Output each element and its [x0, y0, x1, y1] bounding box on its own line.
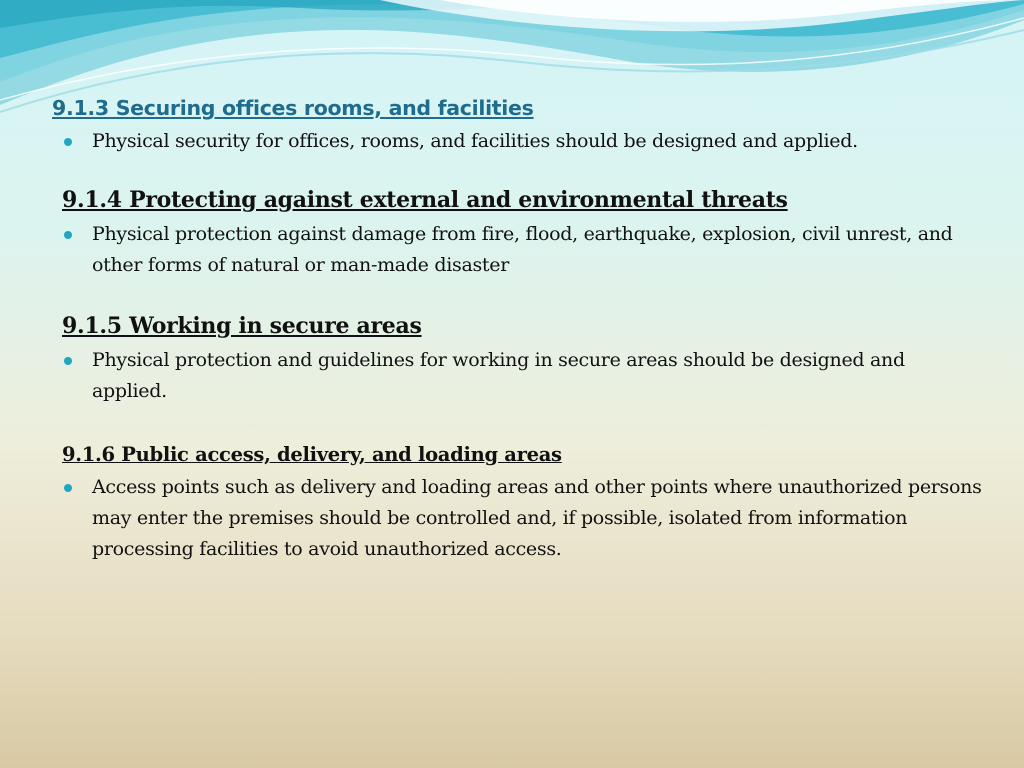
section-heading-9-1-3: 9.1.3 Securing offices rooms, and facilities [52, 96, 534, 120]
section-heading-9-1-5: 9.1.5 Working in secure areas [62, 313, 422, 339]
section-heading-9-1-4: 9.1.4 Protecting against external and environmental threats [62, 187, 788, 213]
section-heading-9-1-6: 9.1.6 Public access, delivery, and loading areas [62, 443, 562, 466]
bullet-dot-icon [64, 231, 72, 239]
bullet-dot-icon [64, 138, 72, 146]
bullet-dot-icon [64, 484, 72, 492]
slide-content [52, 96, 982, 565]
bullet-text: Physical security for offices, rooms, and facilities should be designed and applied. [92, 130, 858, 152]
bullet-text: Access points such as delivery and loading areas and other points where unauthorized persons may enter the premises should be controlled and, if possible, isolated from information processing facilities to avoid unauthorized access. [92, 476, 982, 560]
bullet-item [52, 126, 982, 157]
bullet-item [52, 472, 982, 565]
bullet-item [52, 345, 982, 407]
bullet-dot-icon [64, 357, 72, 365]
bullet-text: Physical protection and guidelines for working in secure areas should be designed and applied. [92, 349, 905, 402]
bullet-item [52, 219, 982, 281]
bullet-text: Physical protection against damage from fire, flood, earthquake, explosion, civil unrest, and other forms of natural or man-made disaster [92, 223, 953, 276]
